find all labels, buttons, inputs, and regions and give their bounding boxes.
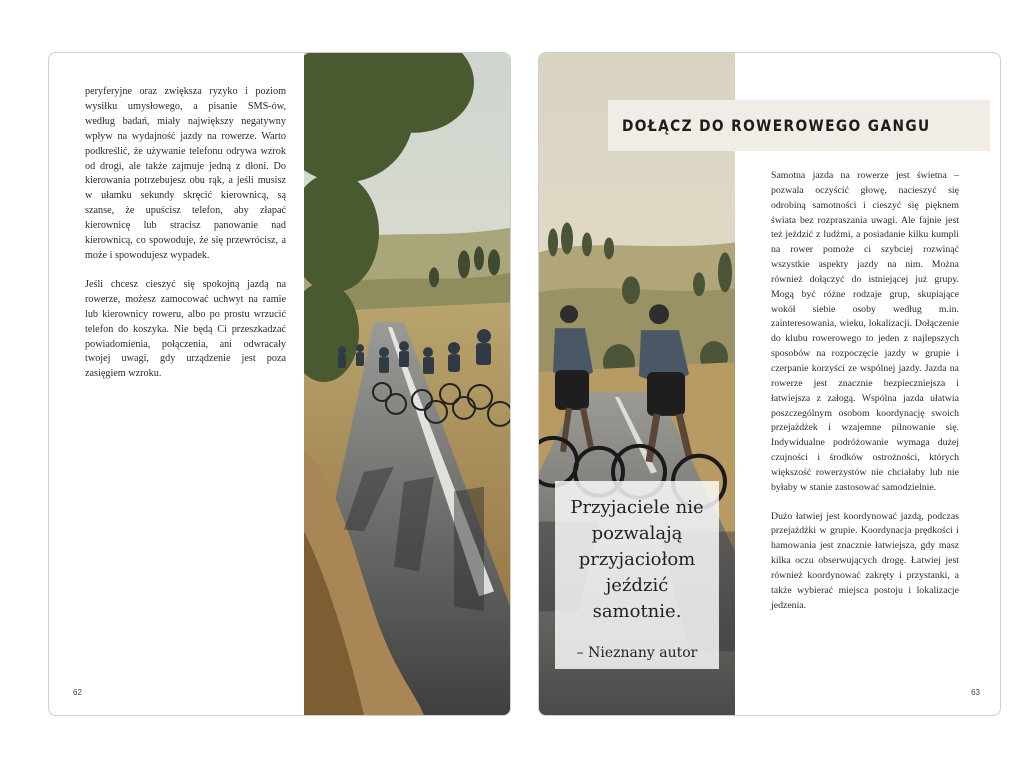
right-page [538, 52, 1001, 716]
quote-author: – Nieznany autor [576, 645, 698, 661]
cyclists-road-image [304, 53, 511, 715]
page-number-left: 62 [73, 688, 82, 697]
left-page [48, 52, 511, 716]
right-paragraph-2: Dużo łatwiej jest koordynować jazdą, podczas przejażdżki w grupie. Koordynacja prędkości i hamowania jest znacznie łatwiejsza, gdy masz kilka oczu obserwujących drogę. Łatwiej jest również koordynować zakręty i przystanki, a także wybierać miejsca postoju i lokalizacje jedzenia. [771, 510, 959, 611]
right-page-body [771, 169, 959, 627]
page-number-right: 63 [971, 688, 980, 697]
left-paragraph-1: peryferyjne oraz zwiększa ryzyko i poziom wysiłku umysłowego, a pisanie SMS-ów, według badań, miały największy negatywny wpływ na wydajność jazdy na rowerze. Warto podkreślić, że używanie telefonu odrywa wzrok od drogi, ale także zajmuje jedną z dłoni. Do kierowania potrzebujesz obu rąk, a jeśli musisz w ułamku sekundy skręcić kierownicą, są szanse, że upuścisz telefon, aby złapać kierownicę lub stracisz panowanie nad kierownicą, co spowoduje, że się przewrócisz, a może i spowodujesz wypadek. [85, 86, 286, 261]
right-paragraph-1: Samotna jazda na rowerze jest świetna – pozwala oczyścić głowę, nacieszyć się odrobiną samotności i cieszyć się pięknem świata bez rozpraszania uwagi. Ale fajnie jest też jeździć z ludźmi, a posiadanie kilku kumpli na rower pomoże ci szybciej rozwinąć wszystkie aspekty jazdy na nim. Można również dołączyć do istniejącej już grupy. Mogą być różne rodzaje grup, skupiające wokół siebie osoby według m.in. zainteresowania, wieku, lokalizacji. Dołączenie do klubu rowerowego to jeden z najlepszych sposobów na rozpoczęcie jazdy w grupie i czerpanie korzyści ze wspólnej jazdy. Jazda na rowerze jest znacznie bezpieczniejsza i łatwiejsza z załogą. Wspólna jazda ułatwia poszczególnym osobom koordynację swoich przejażdżek i wzajemne pilnowanie się. Indywidualne podróżowanie wymaga dużej czujności i środków ostrożności, których większość rowerzystów nie chciałaby lub nie byłaby w stanie zastosować samodzielnie. [771, 170, 959, 493]
section-title: DOŁĄCZ DO ROWEROWEGO GANGU [622, 116, 931, 135]
quote-text: Przyjaciele nie pozwalają przyjaciołom jeździć samotnie. [570, 497, 704, 622]
left-paragraph-2: Jeśli chcesz cieszyć się spokojną jazdą na rowerze, możesz zamocować uchwyt na ramie lub kierownicy roweru, albo po prostu wrzucić telefon do koszyka. Nie będą Ci przeszkadzać powiadomienia, połączenia, ani odwracały twojej uwagi, gdy urządzenie jest poza zasięgiem wzroku. [85, 278, 286, 380]
cyclists-group-photo [304, 53, 511, 715]
left-page-body [85, 85, 286, 396]
title-banner [608, 100, 990, 151]
quote-box [555, 481, 719, 669]
